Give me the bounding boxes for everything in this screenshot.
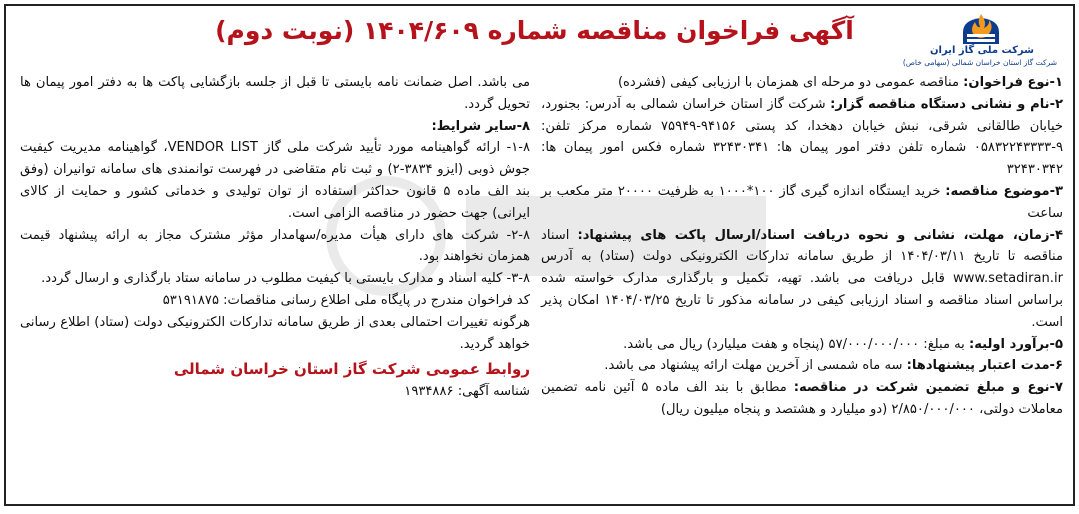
item-validity: ۶-مدت اعتبار پیشنهادها: سه ماه شمسی از آخرین مهلت ارائه پیشنهاد می باشد. — [604, 358, 1063, 374]
tender-code: کد فراخوان مندرج در پایگاه ملی اطلاع رسانی مناقصات: ۵۳۱۹۱۸۷۵ — [162, 292, 530, 308]
item-subject: ۳-موضوع مناقصه: خرید ایستگاه اندازه گیری گاز ۱۰۰*۱۰۰۰ به ظرفیت ۲۰۰۰۰ متر مکعب بر ساعت — [541, 183, 1064, 221]
condition-item: ۲-۸- شرکت های دارای هیأت مدیره/سهامدار مؤثر مشترک مجاز به ارائه پیشنهاد قیمت همزمان نخواهند بود. — [20, 227, 530, 265]
section8-title: ۸-سایر شرایط: — [431, 118, 530, 134]
item-timeline: ۴-زمان، مهلت، نشانی و نحوه دریافت اسناد/ارسال پاکت های پیشنهاد: اسناد مناقصه تا تاریخ ۱۴۰۴/۰۳/۱۱ از طریق سامانه تدارکات الکترونیکی دولت (ستاد) به آدرس www.setadiran.ir قابل دریافت می باشد. تهیه، تکمیل و بارگذاری مدارک خواسته شده براساس اسناد مناقصه و اسناد ارزیابی کیفی در سامانه مذکور تا تاریخ ۱۴۰۴/۰۳/۲۵ امکان پذیر است. — [541, 227, 1063, 330]
company-logo — [902, 12, 1057, 68]
notice-title: آگهی فراخوان مناقصه شماره ۱۴۰۴/۶۰۹ (نوبت دوم) — [215, 16, 854, 45]
item-estimate: ۵-برآورد اولیه: به مبلغ: ۵۷/۰۰۰/۰۰۰/۰۰۰ (پنجاه و هفت میلیارد) ریال می باشد. — [623, 336, 1063, 352]
logo-company-subtitle: شرکت گاز استان خراسان شمالی (سهامی خاص) — [902, 58, 1057, 67]
flame-icon — [957, 12, 1005, 46]
item-tender-type: ۱-نوع فراخوان: مناقصه عمومی دو مرحله ای همزمان با ارزیابی کیفی (فشرده) — [617, 75, 1063, 90]
header — [10, 10, 1069, 68]
right-column — [541, 72, 1063, 421]
item-organizer: ۲-نام و نشانی دستگاه مناقصه گزار: شرکت گاز استان خراسان شمالی به آدرس: بجنورد، خیابان طالقانی شرقی، نبش خیابان دهخدا، کد پستی ۹۴۱۵۶-۷۵۹۴۹ شماره مرکز تلفن: ۹-۰۵۸۳۲۲۴۳۳۳۳ شماره تلفن دفتر امور پیمان ها: ۳۲۴۳۰۳۴۱ شماره فکس امور پیمان ها: ۳۲۴۳۰۳۴۲ — [541, 96, 1064, 178]
tender-notice — [4, 4, 1075, 506]
changes-note: هرگونه تغییرات احتمالی بعدی از طریق سامانه تدارکات الکترونیکی دولت (ستاد) اطلاع رسانی خواهد گردید. — [20, 314, 530, 352]
guarantee-continuation: می باشد. اصل ضمانت نامه بایستی تا قبل از جلسه بازگشایی پاکت ها به دفتر امور پیمان ها تحویل گردد. — [20, 75, 530, 112]
condition-item: ۳-۸- کلیه اسناد و مدارک بایستی با کیفیت مطلوب در سامانه ستاد بارگذاری و ارسال گردد. — [41, 271, 530, 287]
item-guarantee: ۷-نوع و مبلغ تضمین شرکت در مناقصه: مطابق با بند الف ماده ۵ آئین نامه تضمین معاملات دولتی، ۲/۸۵۰/۰۰۰/۰۰۰ (دو میلیارد و هشتصد و پنجاه میلیون ریال) — [541, 380, 1063, 417]
signature: روابط عمومی شرکت گاز استان خراسان شمالی — [173, 360, 530, 379]
logo-company-name: شرکت ملی گاز ایران — [930, 45, 1034, 56]
ad-id: شناسه آگهی: ۱۹۳۴۸۸۶ — [404, 384, 530, 400]
left-column — [20, 72, 530, 403]
condition-item: ۱-۸- ارائه گواهینامه مورد تأیید شرکت ملی گاز VENDOR LIST، گواهینامه مدیریت کیفیت جوش ذوبی (ایزو ۳۸۳۴-۲) و ثبت نام متقاضی در فهرست توانمندی های سامانه توانیران (وفق بند الف ماده ۵ قانون حداکثر استفاده از توان تولیدی و خدماتی کشور و حمایت از کالای ایرانی) جهت حضور در مناقصه الزامی است. — [20, 140, 531, 221]
